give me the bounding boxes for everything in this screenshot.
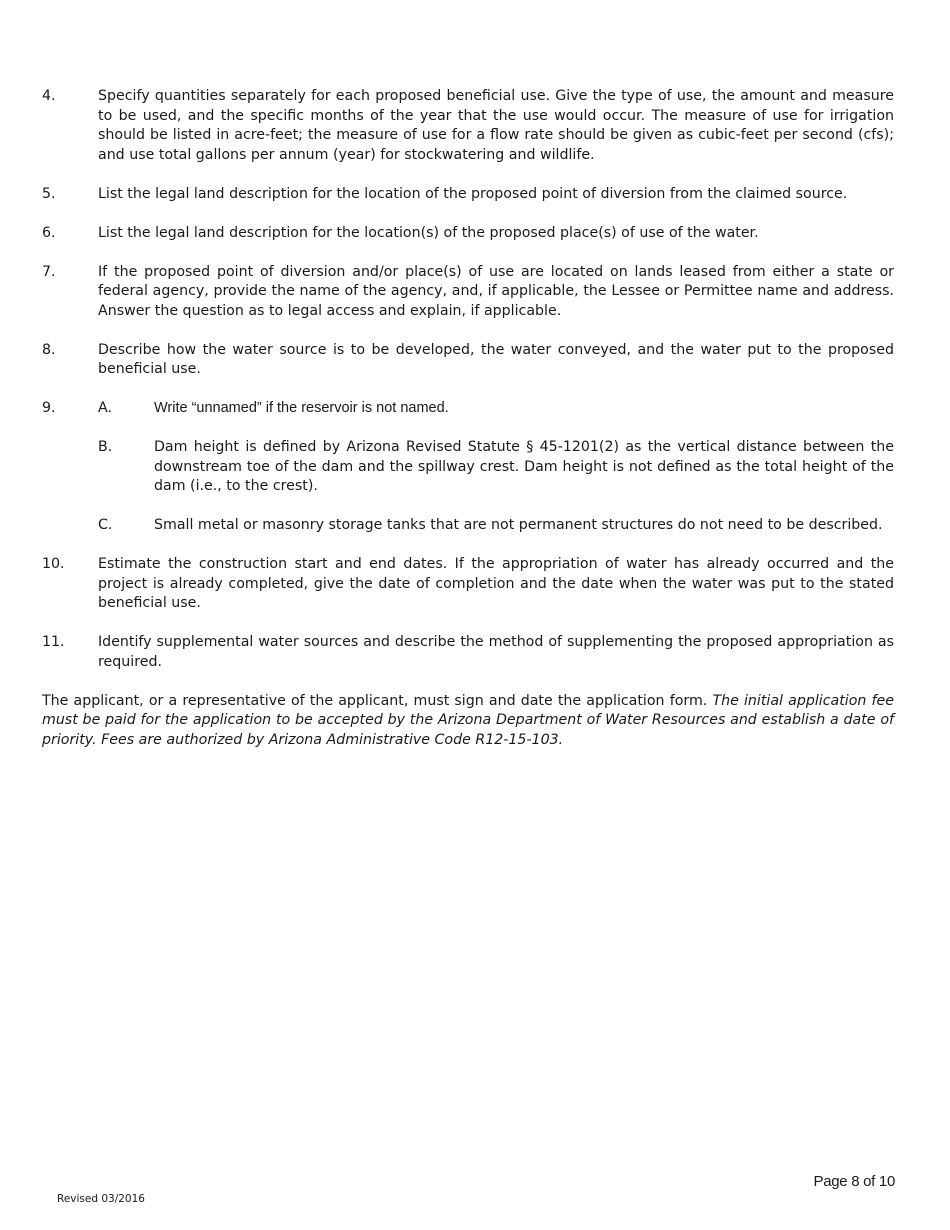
- item-text: Identify supplemental water sources and describe the method of supplementing the proposed appropriation as required.: [98, 634, 894, 670]
- item-text: Specify quantities separately for each proposed beneficial use. Give the type of use, the amount and measure to be used, and the specific months of the year that the use would occur. The measure of use for irrigation should be listed in acre-feet; the measure of use for a flow rate should be given as cubic-feet per second (cfs); and use total gallons per annum (year) for stockwatering and wildlife.: [98, 88, 894, 163]
- closing-plain-text: The applicant, or a representative of the applicant, must sign and date the application form.: [42, 692, 713, 709]
- sub-item-label: B.: [98, 439, 113, 455]
- sub-item-b: [98, 438, 894, 497]
- instruction-item-9: [42, 399, 894, 536]
- instructions-body: [42, 87, 894, 764]
- closing-paragraph: [42, 692, 894, 751]
- sub-items: [98, 399, 894, 536]
- sub-item-text: Small metal or masonry storage tanks that are not permanent structures do not need to be described.: [154, 517, 883, 533]
- item-text: List the legal land description for the location(s) of the proposed place(s) of use of the water.: [98, 224, 759, 241]
- item-number: 11.: [42, 634, 65, 650]
- item-text: Estimate the construction start and end dates. If the appropriation of water has already occurred and the project is already completed, give the date of completion and the date when the water was put to the stated beneficial use.: [98, 556, 894, 611]
- sub-item-label: C.: [98, 517, 113, 533]
- instruction-item-11: [42, 633, 894, 672]
- sub-item-label: A.: [98, 400, 112, 416]
- item-number: 5.: [42, 185, 56, 202]
- sub-item-a: [98, 399, 894, 419]
- item-number: 9.: [42, 400, 56, 416]
- sub-item-text: Dam height is defined by Arizona Revised Statute § 45-1201(2) as the vertical distance between the downstream toe of the dam and the spillway crest. Dam height is not defined as the total height of the dam (i.e., to the crest).: [154, 439, 894, 494]
- closing-italic-text: The initial application fee must be paid for the application to be accepted by the Arizona Department of Water Resources and establish a date of priority. Fees are authorized by Arizona Administrative Code R12-15-103.: [42, 692, 894, 748]
- sub-item-c: [98, 516, 894, 536]
- revision-date: Revised 03/2016: [57, 1193, 145, 1205]
- instruction-item-4: [42, 87, 894, 165]
- sub-item-text: Write “unnamed” if the reservoir is not named.: [154, 400, 449, 416]
- item-number: 7.: [42, 263, 56, 280]
- page-number: Page 8 of 10: [813, 1173, 895, 1190]
- item-text: List the legal land description for the location of the proposed point of diversion from the claimed source.: [98, 185, 848, 202]
- item-number: 4.: [42, 88, 56, 104]
- instruction-item-7: [42, 263, 894, 322]
- item-number: 8.: [42, 341, 56, 358]
- item-number: 6.: [42, 224, 56, 241]
- item-text: If the proposed point of diversion and/or place(s) of use are located on lands leased from either a state or federal agency, provide the name of the agency, and, if applicable, the Lessee or Permittee name and address. Answer the question as to legal access and explain, if applicable.: [98, 263, 894, 319]
- item-number: 10.: [42, 556, 65, 572]
- instruction-item-5: [42, 185, 894, 205]
- instruction-item-8: [42, 341, 894, 380]
- instruction-item-6: [42, 224, 894, 244]
- item-text: Describe how the water source is to be developed, the water conveyed, and the water put to the proposed beneficial use.: [98, 341, 894, 377]
- instruction-item-10: [42, 555, 894, 614]
